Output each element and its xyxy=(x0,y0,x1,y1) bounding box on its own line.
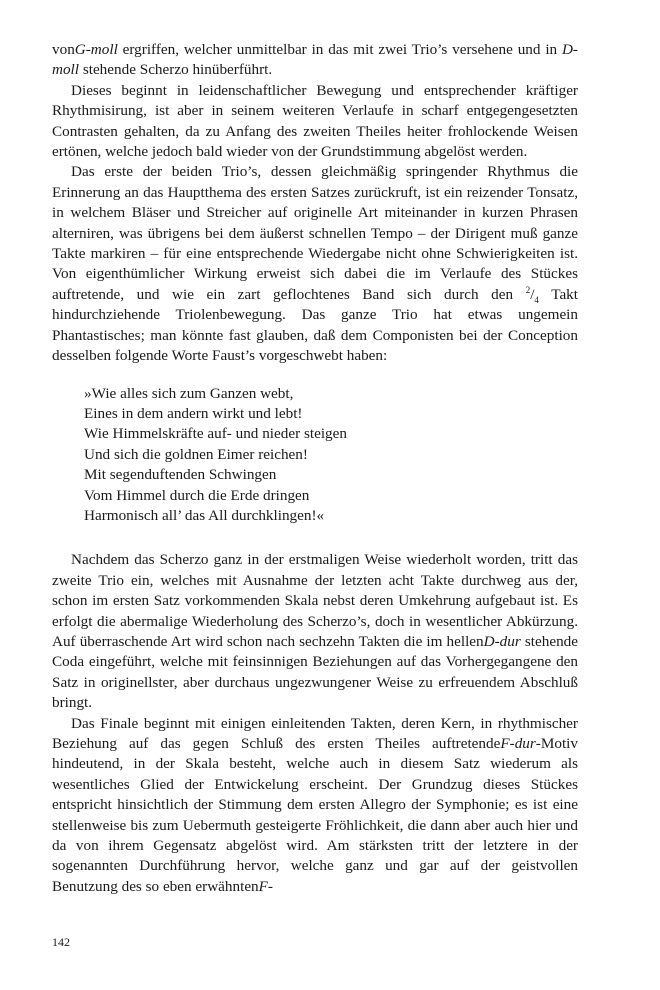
key-signature: G-moll xyxy=(74,41,118,58)
fraction-denominator: 4 xyxy=(534,294,539,305)
text-run: von xyxy=(52,41,75,58)
key-signature: D-dur xyxy=(483,632,521,650)
poem-line: Eines in dem andern wirkt und lebt! xyxy=(84,404,303,422)
page-number: 142 xyxy=(52,935,70,949)
paragraph-1 xyxy=(52,40,578,81)
text-run: stehende Coda eingeführt, welche mit feinsinnigen Beziehungen auf das Vorhergegangene den Satz in originellster, aber durchaus ungezwungener Weise zu erfreuendem Abschluß bringt. xyxy=(52,632,578,712)
paragraph-3 xyxy=(52,162,578,366)
text-run: ergriffen, welcher unmittelbar in das mit zwei Trio’s versehene und in xyxy=(117,41,562,58)
paragraph-5 xyxy=(52,714,578,898)
key-signature: F-dur xyxy=(500,735,536,752)
paragraph-2: Dieses beginnt in leidenschaftlicher Bewegung und entsprechender kräftiger Rhythmisirung, ist aber in seinem weiteren Verlaufe in scharf entgegengesetzten Contrasten gehalten, da zu Anfang des zweiten Theiles heiter frohlockende Weisen ertönen, welche jedoch bald wieder von der Grundstimmung abgelöst werden. xyxy=(52,81,578,161)
poem-line: Vom Himmel durch die Erde dringen xyxy=(84,486,310,504)
text-run: Das erste der beiden Trio’s, dessen gleichmäßig springender Rhythmus die Erinnerung an das Hauptthema des ersten Satzes zurückruft, ist ein reizender Tonsatz, in welchem Bläser und Streicher auf originelle Art miteinander in kurzen Phrasen alterniren, was übrigens bei dem äußerst schnellen Tempo – der Dirigent muß ganze Takte markiren – für eine entsprechende Wiedergabe nicht ohne Schwierigkeiten ist. Von eigenthümlicher Wirkung erweist sich dabei die im Verlaufe des Stückes auftretende, und wie ein zart geflochtenes Band sich durch den xyxy=(52,163,578,303)
poem-line: Harmonisch all’ das All durchklingen!« xyxy=(84,506,325,524)
fraction-numerator: 2 xyxy=(525,284,531,295)
text-run: -Motiv hindeutend, in der Skala besteht, welche auch in diesem Satz wiederum als wesentliches Glied der Entwickelung erscheint. Der Grundzug dieses Stückes entspricht hinsichtlich der Stimmung dem ersten Allegro der Symphonie; es ist eine stellenweise bis zum Uebermuth gesteigerte Fröhlichkeit, die dann aber auch hier und da von ihrem Gegensatz abgelöst wird. Am stärksten tritt der letztere in der sogenannten Durchführung hervor, welche ganz und gar auf der geistvollen Benutzung des so eben erwähnten xyxy=(52,735,578,895)
paragraph-4 xyxy=(52,550,578,713)
poem-line: Wie Himmelskräfte auf- und nieder steigen xyxy=(84,425,347,443)
poem-line: »Wie alles sich zum Ganzen webt, xyxy=(84,384,294,402)
key-signature: D-moll xyxy=(52,41,578,79)
page-body xyxy=(52,40,578,897)
text-run: Takt hindurchziehende Triolenbewegung. Das ganze Trio hat etwas ungemein Phantastisches; man könnte fast glauben, daß dem Componisten bei der Conception desselben folgende Worte Faust’s vorgeschwebt haben: xyxy=(52,285,578,365)
text-run: stehende Scherzo hinüberführt. xyxy=(79,61,273,79)
poem-quote xyxy=(84,384,578,527)
time-signature-fraction: $^2/_4$ xyxy=(525,284,539,305)
text-run: Nachdem das Scherzo ganz in der erstmaligen Weise wiederholt worden, tritt das zweite Trio ein, welches mit Ausnahme der letzten acht Takte durchweg aus der, schon im ersten Satz vorkommenden Skala nebst deren Umkehrung aufgebaut ist. Es erfolgt die abermalige Wiederholung des Scherzo’s, doch in wesentlicher Abkürzung. Auf überraschende Art wird schon nach sechzehn Takten die im hellen xyxy=(52,551,578,650)
text-run: Das Finale beginnt mit einigen einleitenden Takten, deren Kern, in rhythmischer Beziehung auf das gegen Schluß des ersten Theiles auftretende xyxy=(52,714,578,752)
key-signature: F- xyxy=(258,877,273,895)
poem-line: Und sich die goldnen Eimer reichen! xyxy=(84,445,308,463)
poem-line: Mit segenduftenden Schwingen xyxy=(84,466,277,484)
